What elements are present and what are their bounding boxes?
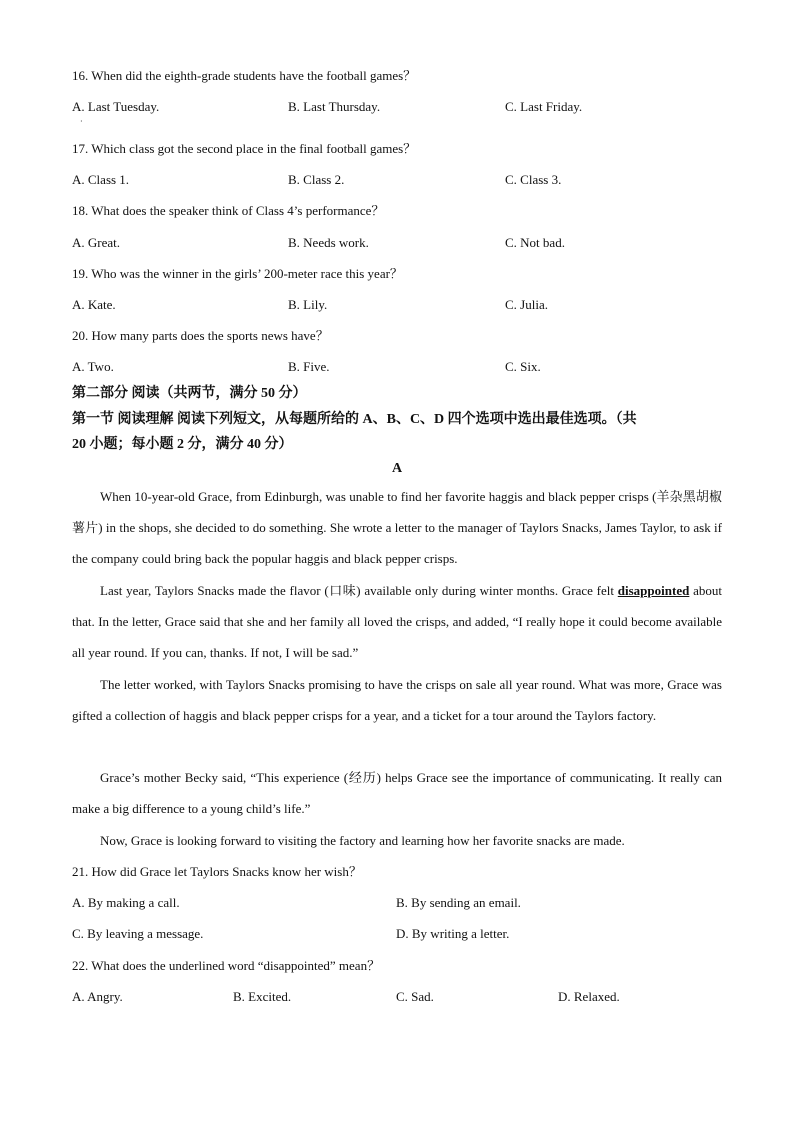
question-16: 16. When did the eighth-grade students have the football games？ <box>72 68 417 83</box>
question-21: 21. How did Grace let Taylors Snacks know her wish？ <box>72 864 362 879</box>
question-19: 19. Who was the winner in the girls’ 200-meter race this year？ <box>72 266 403 281</box>
paragraph-2-text-after: about that. In the letter, Grace said that she and her family all loved the crisps, and added, “I really hope it could become available all year round. If you can, thanks. If not, I will be sad.” <box>72 583 722 660</box>
question-17-option-b: B. Class 2. <box>288 172 345 187</box>
passage-label: A <box>391 461 403 476</box>
question-18-option-a: A. Great. <box>72 235 121 250</box>
question-18-option-b: B. Needs work. <box>288 235 369 250</box>
question-21-option-b: B. By sending an email. <box>396 895 521 910</box>
passage-paragraph-3: The letter worked, with Taylors Snacks promising to have the crisps on sale all year round. What was more, Grace was gifted a collection of haggis and black pepper crisps for a year, and a ticket for a tour around the Taylors factory. <box>72 677 722 723</box>
question-19-option-a: A. Kate. <box>72 297 116 312</box>
question-20-option-a: A. Two. <box>72 359 114 374</box>
question-16-option-b: B. Last Thursday. <box>288 99 381 114</box>
underlined-word: disappointed <box>617 583 690 598</box>
question-19-option-b: B. Lily. <box>288 297 328 312</box>
passage-paragraph-2 <box>72 575 722 668</box>
passage-paragraph-4: Grace’s mother Becky said, “This experience (经历) helps Grace see the importance of communicating. It really can make a big difference to a young child’s life.” <box>72 770 722 816</box>
question-20-option-c: C. Six. <box>505 359 541 374</box>
question-16-option-c: C. Last Friday. <box>505 99 583 114</box>
stray-dot-mark: · <box>80 117 83 126</box>
passage-paragraph-1: When 10-year-old Grace, from Edinburgh, was unable to find her favorite haggis and black pepper crisps (羊杂黑胡椒薯片) in the shops, she decided to do something. She wrote a letter to the manager of Taylors Snacks, James Taylor, to ask if the company could bring back the popular haggis and black pepper crisps. <box>72 489 722 566</box>
passage-paragraph-5: Now, Grace is looking forward to visiting the factory and learning how her favorite snacks are made. <box>100 833 625 848</box>
question-22-option-a: A. Angry. <box>72 989 123 1004</box>
question-16-option-a: A. Last Tuesday. <box>72 99 160 114</box>
paragraph-2-text-before: Last year, Taylors Snacks made the flavor (口味) available only during winter months. Grace felt <box>100 583 618 598</box>
section-one-instruction-line1: 第一节 阅读理解 阅读下列短文，从每题所给的 A、B、C、D 四个选项中选出最佳选项。（共 <box>72 412 637 427</box>
question-17-option-c: C. Class 3. <box>505 172 562 187</box>
question-22: 22. What does the underlined word “disappointed” mean？ <box>72 958 381 973</box>
question-20: 20. How many parts does the sports news have？ <box>72 328 329 343</box>
question-22-option-d: D. Relaxed. <box>558 989 620 1004</box>
question-20-option-b: B. Five. <box>288 359 330 374</box>
part-two-title: 第二部分 阅读（共两节，满分 50 分） <box>72 386 307 401</box>
question-22-option-c: C. Sad. <box>396 989 434 1004</box>
question-21-option-c: C. By leaving a message. <box>72 926 204 941</box>
section-one-instruction-line2: 20 小题；每小题 2 分，满分 40 分） <box>72 437 293 452</box>
question-22-option-b: B. Excited. <box>233 989 292 1004</box>
question-18: 18. What does the speaker think of Class 4’s performance？ <box>72 203 385 218</box>
question-21-option-a: A. By making a call. <box>72 895 180 910</box>
question-19-option-c: C. Julia. <box>505 297 548 312</box>
question-17-option-a: A. Class 1. <box>72 172 130 187</box>
question-18-option-c: C. Not bad. <box>505 235 565 250</box>
question-17: 17. Which class got the second place in the final football games？ <box>72 141 417 156</box>
question-21-option-d: D. By writing a letter. <box>396 926 510 941</box>
